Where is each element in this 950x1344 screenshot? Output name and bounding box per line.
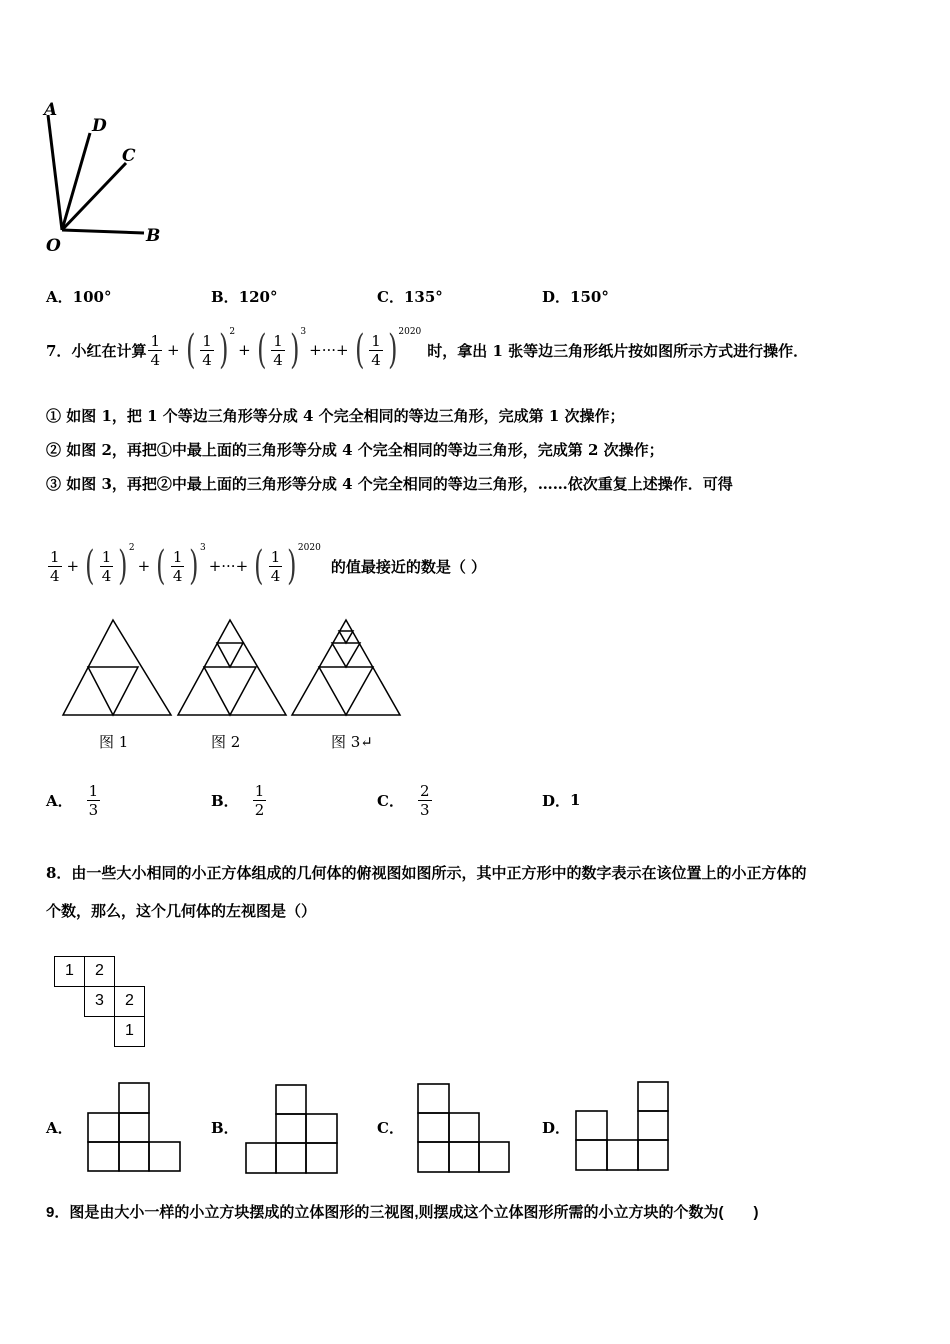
series-expression: $\frac{1}{4}$ + ( $\frac{1}{4}$ ) 2 + ( $\frac{1}{4}$ ) 3 +···+ ( $\frac{1}{4}$ ) 2020 — [150, 327, 422, 373]
series-expression-2: $\frac{1}{4}$ + ( $\frac{1}{4}$ ) 2 + ( $\frac{1}{4}$ ) 3 +···+ ( $\frac{1}{4}$ ) 2020 — [50, 543, 321, 589]
caption-fig-3: 图 3↵ — [331, 733, 373, 751]
q8-line-2: 个数，那么，这个几何体的左视图是（） — [46, 902, 317, 920]
q7-option-a: A． $\frac{1}{3}$ — [46, 781, 99, 819]
q7-step-1: ① 如图 1，把 1 个等边三角形等分成 4 个完全相同的等边三角形，完成第 1 次操作； — [46, 407, 625, 425]
q7-ask: $\frac{1}{4}$ + ( $\frac{1}{4}$ ) 2 + ( $\frac{1}{4}$ ) 3 +···+ ( $\frac{1}{4}$ ) 2020 的值最接近的数是（ ） — [46, 540, 486, 592]
grid-cell: 1 — [54, 956, 85, 987]
q6-option-b: B．120° — [211, 288, 278, 306]
q8-option-b-label: B． — [211, 1119, 239, 1137]
q7-step-3: ③ 如图 3，再把②中最上面的三角形等分成 4 个完全相同的等边三角形，……依次重复上述操作．可得 — [46, 475, 733, 493]
grid-cell: 1 — [114, 1016, 145, 1047]
q6-option-d: D．150° — [542, 288, 609, 306]
q6-option-c: C．135° — [377, 288, 443, 306]
grid-cell: 2 — [84, 956, 115, 987]
triangle-figures — [55, 615, 415, 760]
q8-option-d-label: D． — [542, 1119, 571, 1137]
q8-line-1: 8．由一些大小相同的小正方体组成的几何体的俯视图如图所示，其中正方形中的数字表示在该位置上的小正方体的 — [46, 864, 807, 882]
q9-stem: 9．图是由大小一样的小立方块摆成的立体图形的三视图,则摆成这个立体图形所需的小立方块的个数为( ) — [46, 1204, 759, 1221]
q7-option-b: B． $\frac{1}{2}$ — [211, 781, 265, 819]
figure-3-triangle — [292, 620, 400, 715]
label-b: B — [146, 226, 161, 246]
caption-fig-1: 图 1 — [99, 733, 129, 751]
q7-option-c: C． $\frac{2}{3}$ — [377, 781, 430, 819]
q8-option-c-label: C． — [377, 1119, 404, 1137]
figure-1-triangle — [63, 620, 171, 715]
label-c: C — [122, 146, 136, 166]
top-view-grid — [54, 956, 149, 1046]
q8-option-c-view — [416, 1083, 513, 1175]
q8-option-a-view — [86, 1082, 184, 1174]
grid-cell: 3 — [84, 986, 115, 1017]
angle-figure — [40, 95, 180, 265]
figure-2-triangle — [178, 620, 286, 715]
caption-fig-2: 图 2 — [211, 733, 241, 751]
q8-option-d-view — [574, 1081, 672, 1173]
q6-option-a: A．100° — [46, 288, 112, 306]
q8-option-a-label: A． — [46, 1119, 73, 1137]
grid-cell: 2 — [114, 986, 145, 1017]
label-d: D — [92, 116, 107, 136]
q7-stem: 7． 小红在计算 $\frac{1}{4}$ + ( $\frac{1}{4}$ ) 2 + ( $\frac{1}{4}$ ) 3 +···+ ( $\frac{1}{4}$ ) 2020 时，拿出 1 张等边三角形纸片按如图所示方式进行操作． — [46, 327, 809, 373]
label-o: O — [46, 236, 61, 256]
q7-step-2: ② 如图 2，再把①中最上面的三角形等分成 4 个完全相同的等边三角形，完成第 2 次操作； — [46, 441, 664, 459]
label-a: A — [44, 100, 58, 120]
q8-option-b-view — [244, 1084, 340, 1176]
q7-option-d: D． 1 — [542, 791, 581, 810]
